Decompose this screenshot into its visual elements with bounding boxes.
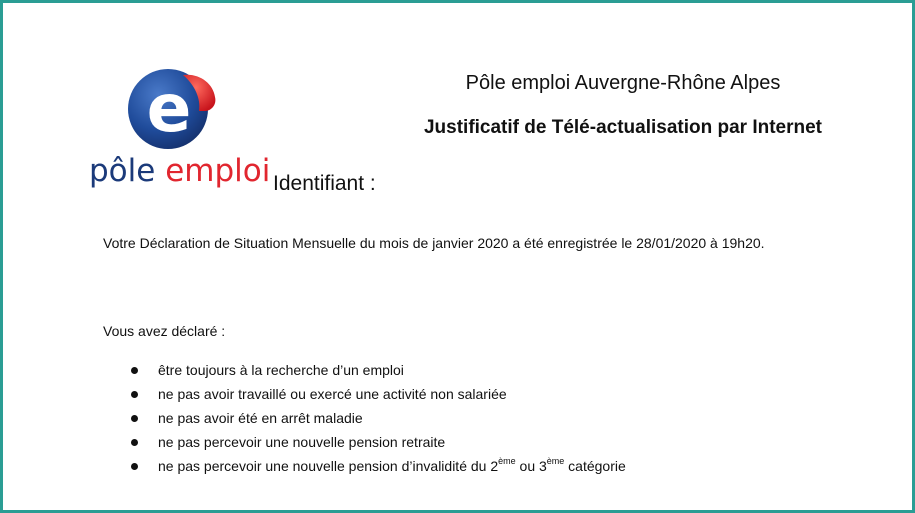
bullet-icon	[131, 463, 138, 470]
list-item-text: ne pas avoir été en arrêt maladie	[158, 410, 363, 426]
list-item	[103, 358, 626, 382]
logo-word-pole: pôle	[89, 153, 156, 189]
declaration-paragraph: Votre Déclaration de Situation Mensuelle du mois de janvier 2020 a été enregistrée le 28/01/2020 à 19h20.	[103, 235, 765, 251]
declaration-list	[103, 358, 626, 478]
list-item-text-prefix: ne pas percevoir une nouvelle pension d’invalidité du 2	[158, 458, 499, 474]
bullet-icon	[131, 415, 138, 422]
bullet-icon	[131, 367, 138, 374]
list-item	[103, 382, 626, 406]
list-item-text-suffix: catégorie	[564, 458, 626, 474]
list-item-text-middle: ou 3	[515, 458, 547, 474]
pole-emploi-logo	[89, 65, 271, 199]
list-item	[103, 454, 626, 478]
superscript-ordinal: ème	[498, 456, 516, 467]
list-item	[103, 430, 626, 454]
logo-word-emploi: emploi	[165, 153, 271, 189]
identifiant-label: Identifiant :	[273, 172, 376, 195]
list-item-text: ne pas percevoir une nouvelle pension retraite	[158, 434, 446, 450]
bullet-icon	[131, 439, 138, 446]
bullet-icon	[131, 391, 138, 398]
declaration-intro: Vous avez déclaré :	[103, 323, 226, 339]
list-item-text: être toujours à la recherche d’un emploi	[158, 362, 404, 378]
list-item-text: ne pas avoir travaillé ou exercé une activité non salariée	[158, 386, 507, 402]
svg-text:e: e	[146, 70, 192, 147]
superscript-ordinal: ème	[546, 456, 565, 467]
logo-wordmark	[89, 153, 270, 189]
list-item	[103, 406, 626, 430]
document-title: Justificatif de Télé-actualisation par Internet	[423, 117, 823, 138]
identifiant-row	[273, 172, 382, 196]
pole-emploi-e-logo-icon	[125, 65, 221, 151]
agency-name: Pôle emploi Auvergne-Rhône Alpes	[465, 72, 781, 94]
